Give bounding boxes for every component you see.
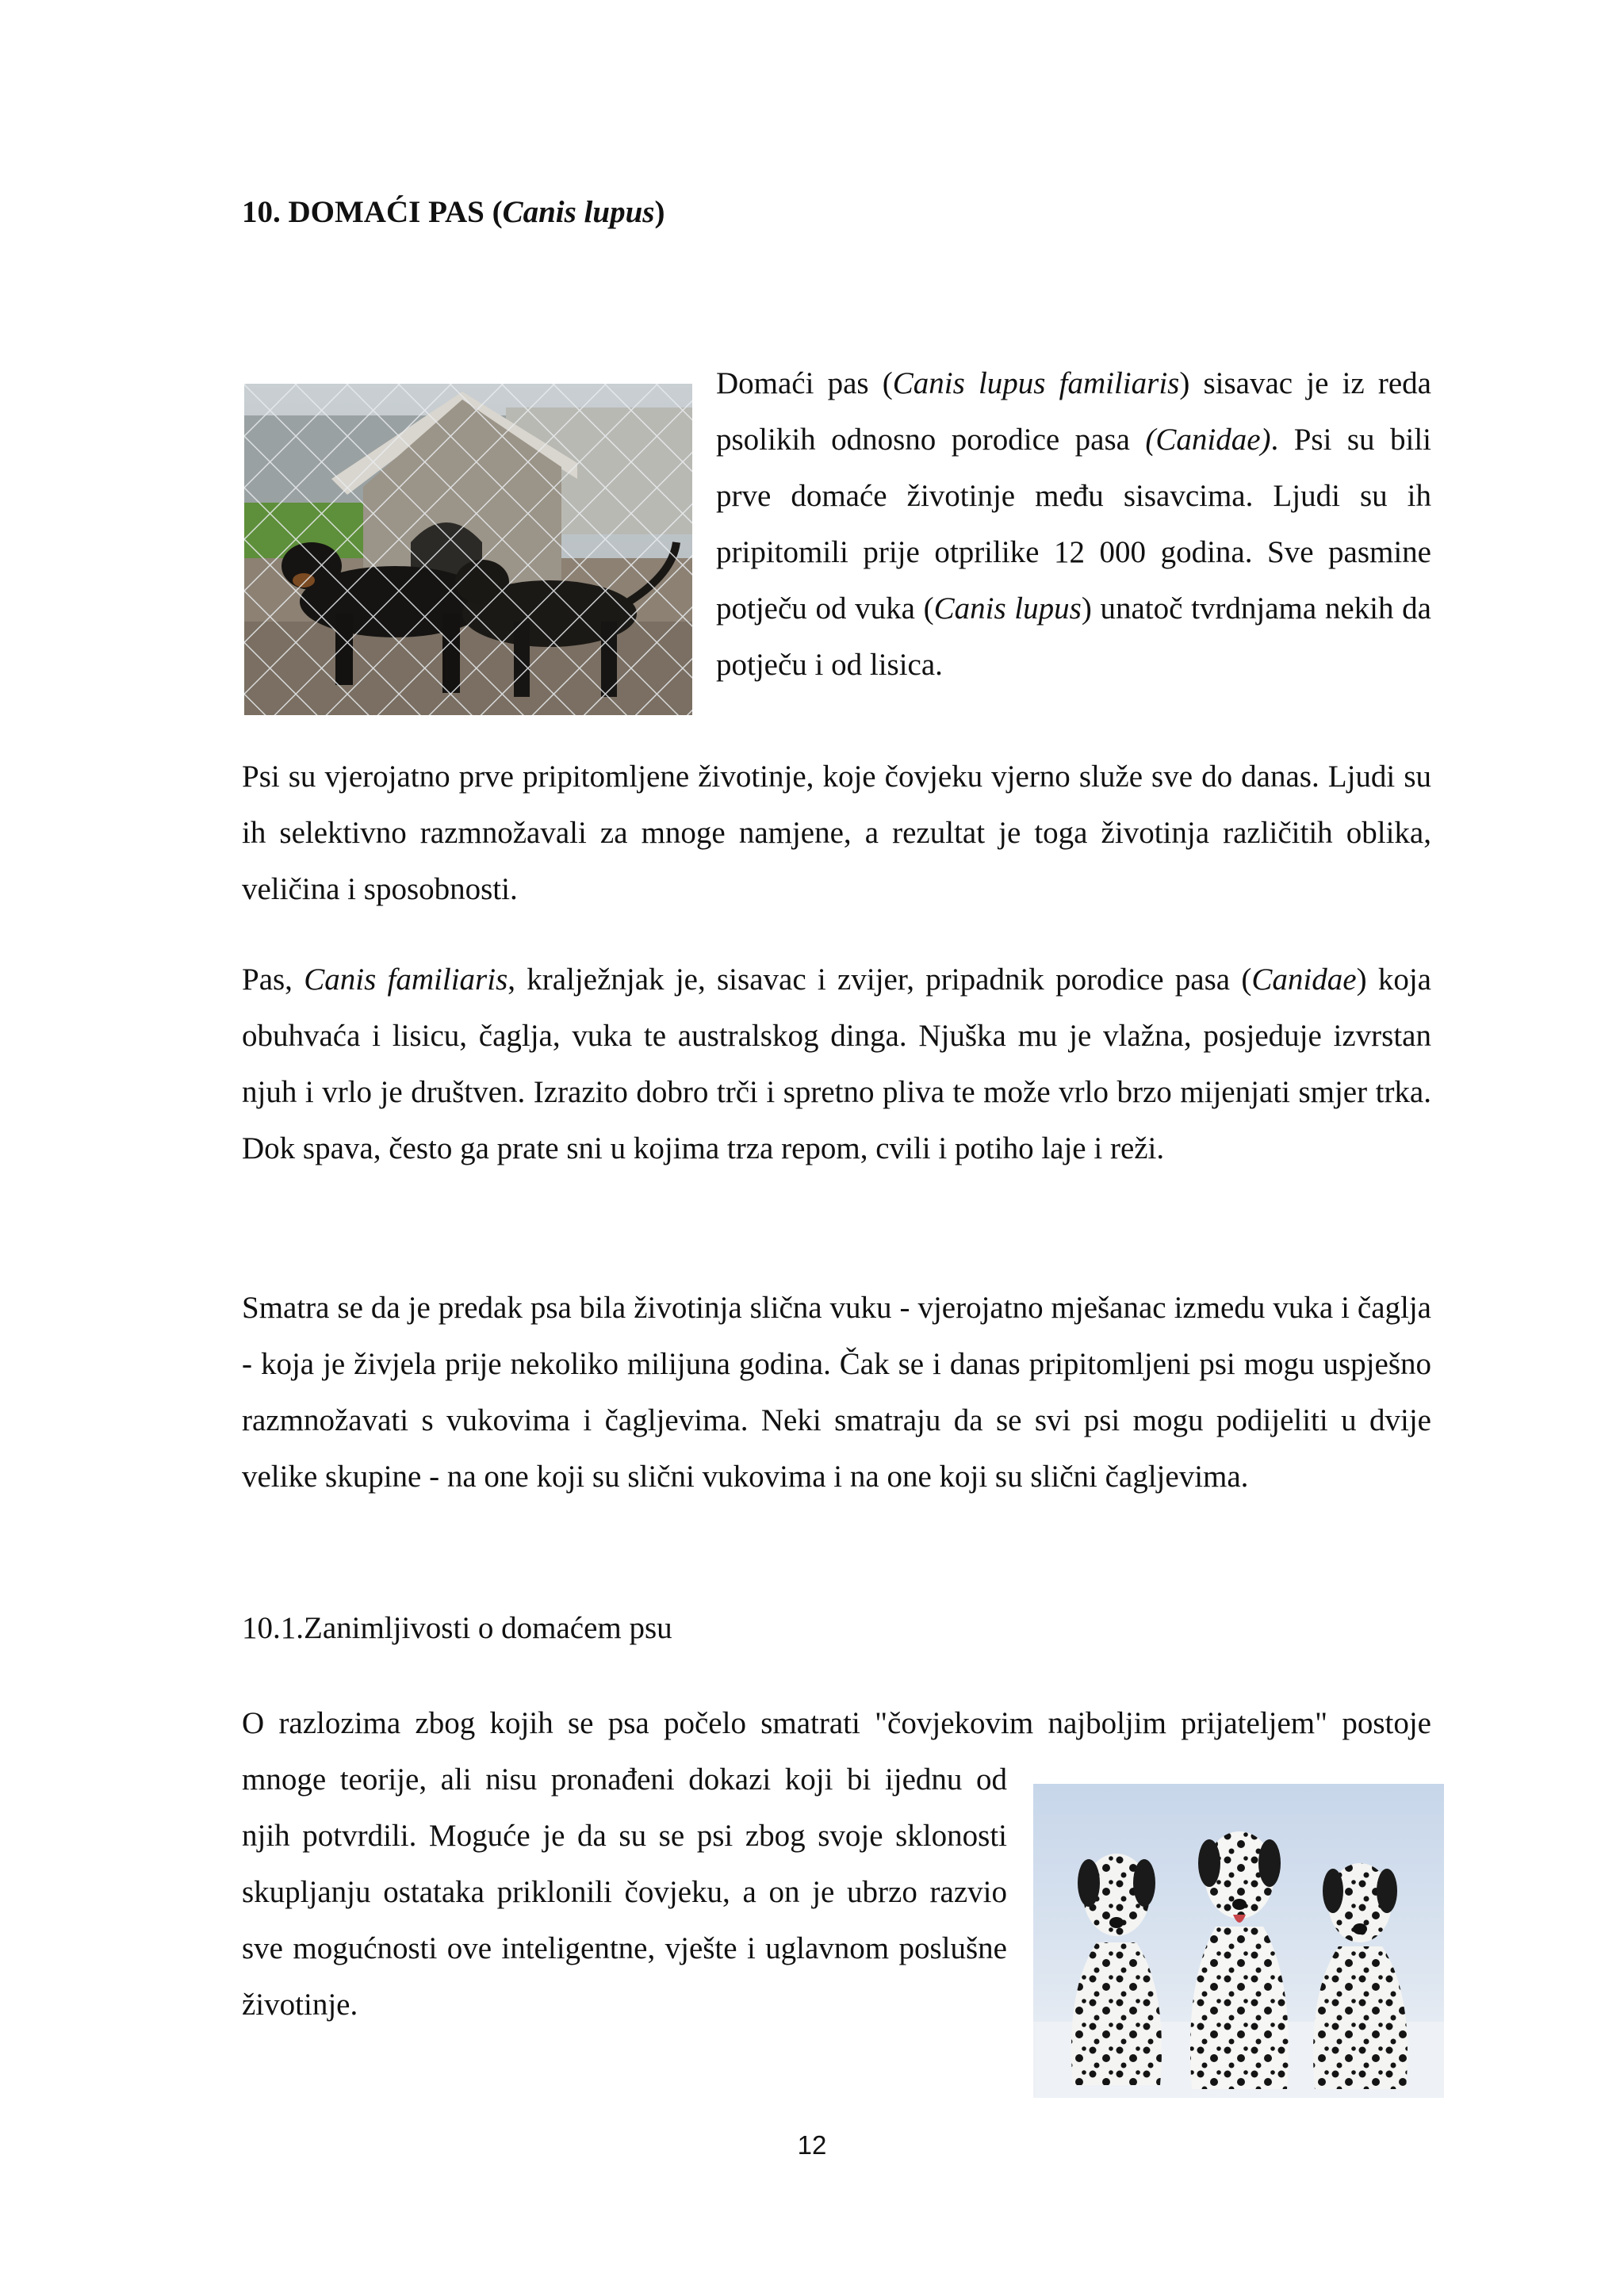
paragraph-domestication: Psi su vjerojatno prve pripitomljene životinje, koje čovjeku vjerno služe sve do danas. Ljudi su ih selektivno razmnožavali za mnoge namjene, a rezultat je toga životinja različitih oblika, veličina i sposobnosti. xyxy=(242,760,1431,906)
section-heading: 10. DOMAĆI PAS (Canis lupus) xyxy=(242,195,665,229)
page-number: 12 xyxy=(797,2130,827,2160)
paragraph-ancestry: Smatra se da je predak psa bila životinja slična vuku - vjerojatno mješanac izmedu vuka i čaglja - koja je živjela prije nekoliko milijuna godina. Čak se i danas pripitomljeni psi mogu uspješno razmnožavati s vukovima i čagljevima. Neki smatraju da se svi psi mogu podijeliti u dvije velike skupine - na one koji su slični vukovima i na one koji su slični čagljevima. xyxy=(242,1291,1431,1494)
intro-paragraph: Domaći pas (Canis lupus familiaris) sisavac je iz reda psolikih odnosno porodice pasa (Canidae). Psi su bili prve domaće životinje među sisavcima. Ljudi su ih pripitomili prije otprilike 12 000 godina. Sve pasmine potječu od vuka (Canis lupus) unatoč tvrdnjama nekih da potječu i od lisica. xyxy=(716,366,1432,682)
paragraph-facts-first-line: O razlozima zbog kojih se psa počelo smatrati "čovjekovim najboljim prijateljem" postoje xyxy=(242,1706,1431,1740)
subsection-heading: 10.1.Zanimljivosti o domaćem psu xyxy=(242,1611,672,1645)
dalmatians-photo xyxy=(1033,1784,1444,2098)
paragraph-facts-rest: mnoge teorije, ali nisu pronađeni dokazi koji bi ijednu od njih potvrdili. Moguće je da su se psi zbog svoje sklonosti skupljanju ostataka priklonili čovjeku, a on je ubrzo razvio sve mogućnosti ove inteligentne, vješte i uglavnom poslušne životinje. xyxy=(242,1762,1007,2022)
dogs-kennel-photo xyxy=(244,384,692,715)
paragraph-characteristics: Pas, Canis familiaris, kralježnjak je, sisavac i zvijer, pripadnik porodice pasa (Canidae) koja obuhvaća i lisicu, čaglja, vuka te australskog dinga. Njuška mu je vlažna, posjeduje izvrstan njuh i vrlo je društven. Izrazito dobro trči i spretno pliva te može vrlo brzo mijenjati smjer trka. Dok spava, često ga prate sni u kojima trza repom, cvili i potiho laje i reži. xyxy=(242,962,1431,1165)
